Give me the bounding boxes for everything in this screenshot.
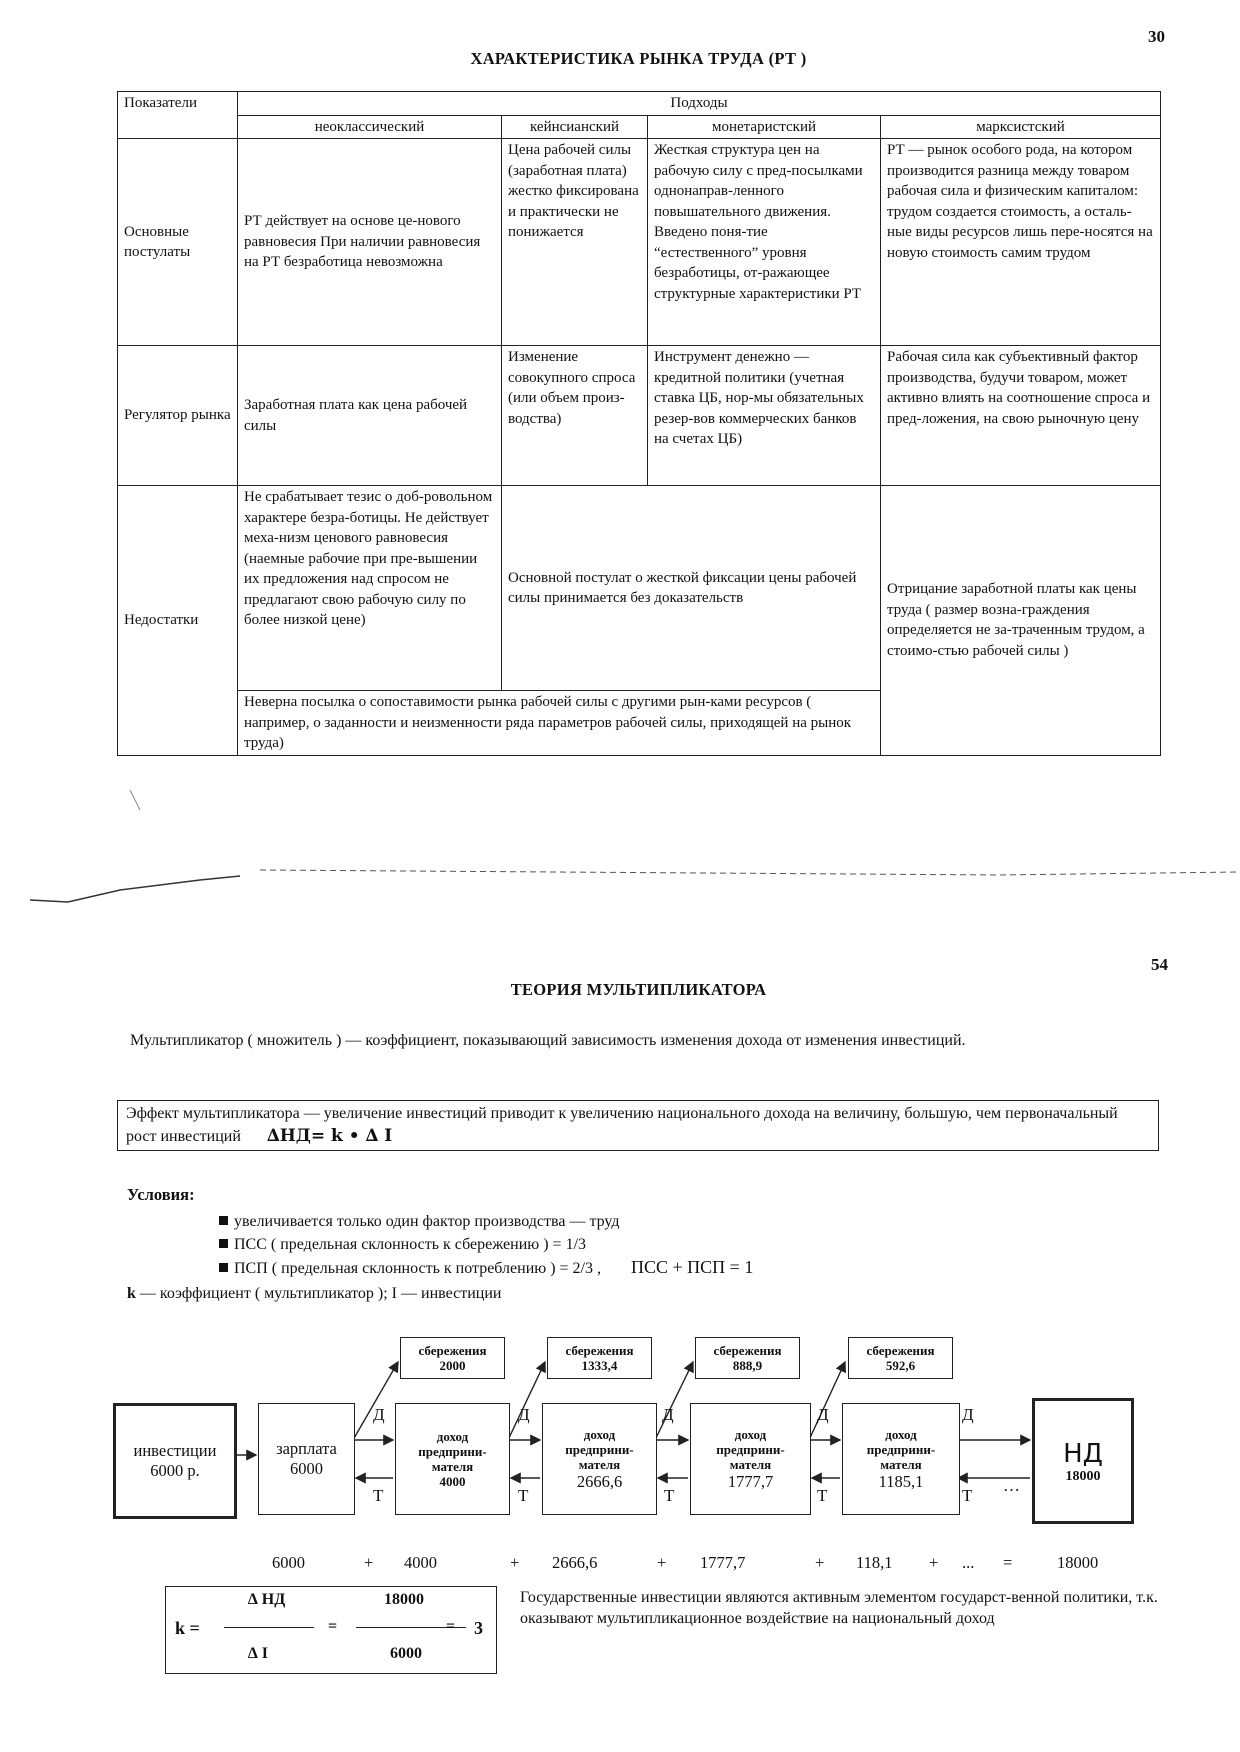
cell-postulates-keynesian: Цена рабочей силы (заработная плата) жестко фиксирована и практически не понижается — [502, 139, 648, 346]
sum-op: = — [1003, 1553, 1013, 1572]
arrow-label-t: Т — [518, 1486, 529, 1505]
savings-box-1: сбережения 2000 — [400, 1337, 505, 1379]
condition-item: ПСП ( предельная склонность к потреблению ) = 2/3 , ПСС + ПСП = 1 — [219, 1256, 753, 1280]
sum-term: 4000 — [404, 1553, 437, 1572]
row-label-regulator: Регулятор рынка — [118, 346, 238, 486]
sum-term: 1777,7 — [700, 1553, 746, 1572]
ellipsis: … — [1003, 1476, 1020, 1495]
k-formula-box — [165, 1586, 497, 1674]
k-formula-den-val: 6000 — [390, 1645, 422, 1662]
fraction-line — [224, 1627, 314, 1628]
cell-regulator-monetarist: Инструмент денежно — кредитной политики (учетная ставка ЦБ, нор-мы обязательных резер-вов коммерческих банков на счетах ЦБ) — [648, 346, 881, 486]
savings-box-4: сбережения 592,6 — [848, 1337, 953, 1379]
k-symbol: k — [127, 1285, 136, 1302]
cell-drawbacks-keynes-monetarist: Основной постулат о жесткой фиксации цены рабочей силы принимается без доказательств — [502, 486, 881, 691]
sum-term: 6000 — [272, 1553, 305, 1572]
header-approaches: Подходы — [238, 92, 1161, 116]
condition-item: увеличивается только один фактор производства — труд — [219, 1210, 753, 1233]
k-formula-result: 3 — [474, 1618, 483, 1638]
investments-box: инвестиции 6000 р. — [113, 1403, 237, 1519]
sum-op: + — [815, 1553, 825, 1572]
k-formula-k: k = — [175, 1618, 200, 1638]
arrow-label-d: Д — [817, 1405, 829, 1424]
header-keynesian: кейнсианский — [502, 115, 648, 139]
income-box-1: доход предприни-мателя 4000 — [395, 1403, 510, 1515]
income-box-3: доход предприни-мателя 1777,7 — [690, 1403, 811, 1515]
cell-drawbacks-neoclassical: Не срабатывает тезис о доб-ровольном характере безра-ботицы. Не действует меха-низм ценового равновесия (наемные рабочие при пре-вышении их предложения над спросом не предлагают свою рабочую силу по более низкой цене) — [238, 486, 502, 691]
arrow-label-d: Д — [373, 1405, 385, 1424]
k-formula-eq: = — [446, 1618, 456, 1635]
sum-total: 18000 — [1057, 1553, 1099, 1572]
page-number-bottom: 54 — [1151, 955, 1168, 974]
arrow-label-d: Д — [962, 1405, 974, 1424]
k-formula-eq: = — [328, 1618, 338, 1635]
header-neoclassical: неоклассический — [238, 115, 502, 139]
sum-op: + — [929, 1553, 939, 1572]
multiplier-effect-formula: ∆НД= k • ∆ I — [266, 1126, 393, 1146]
conditions-title: Условия: — [127, 1185, 195, 1204]
sum-term: 2666,6 — [552, 1553, 598, 1572]
cell-regulator-keynesian: Изменение совокупного спроса (или объем произ-водства) — [502, 346, 648, 486]
arrow-label-t: Т — [817, 1486, 828, 1505]
income-box-4: доход предприни-мателя 1185,1 — [842, 1403, 960, 1515]
page-title-top: ХАРАКТЕРИСТИКА РЫНКА ТРУДА (РТ ) — [470, 49, 807, 68]
k-formula-num-val: 18000 — [384, 1591, 424, 1608]
row-label-postulates: Основные постулаты — [118, 139, 238, 346]
arrow-label-t: Т — [664, 1486, 675, 1505]
national-income-box: НД 18000 — [1032, 1398, 1134, 1524]
savings-box-3: сбережения 888,9 — [695, 1337, 800, 1379]
page-title-bottom: ТЕОРИЯ МУЛЬТИПЛИКАТОРА — [510, 980, 767, 999]
header-marxist: марксистский — [881, 115, 1161, 139]
k-definition: k — коэффициент ( мультипликатор ); I — инвестиции — [127, 1285, 502, 1302]
header-indicators: Показатели — [118, 92, 238, 139]
sum-op: + — [510, 1553, 520, 1572]
k-formula-den-sym: ∆ I — [248, 1645, 269, 1662]
condition-equation: ПСС + ПСП = 1 — [631, 1257, 754, 1277]
cell-postulates-monetarist: Жесткая структура цен на рабочую силу с пред-посылками однонаправ-ленного повышательного движения. Введено поня-тие “естественного” уровня безработицы, от-ражающее структурные характеристики РТ — [648, 139, 881, 346]
cell-regulator-neoclassical: Заработная плата как цена рабочей силы — [238, 346, 502, 486]
arrow-label-t: Т — [962, 1486, 973, 1505]
page-number-top: 30 — [1148, 27, 1165, 46]
row-label-drawbacks: Недостатки — [118, 486, 238, 756]
cell-drawbacks-common: Неверна посылка о сопоставимости рынка рабочей силы с другими рын-ками ресурсов ( например, о заданности и неизменности ряда параметров рабочей силы, приходящей на рынок труда) — [238, 691, 881, 756]
income-box-2: доход предприни-мателя 2666,6 — [542, 1403, 657, 1515]
arrow-label-d: Д — [518, 1405, 530, 1424]
savings-box-2: сбережения 1333,4 — [547, 1337, 652, 1379]
salary-box: зарплата 6000 — [258, 1403, 355, 1515]
sum-op: + — [657, 1553, 667, 1572]
multiplier-effect-text: Эффект мультипликатора — увеличение инвестиций приводит к увеличению национального дохода на величину, большую, чем первоначальный рост инвестиций — [126, 1105, 1118, 1145]
condition-item: ПСС ( предельная склонность к сбережению ) = 1/3 — [219, 1233, 753, 1256]
sum-op: + — [364, 1553, 374, 1572]
sum-term: ... — [962, 1553, 975, 1572]
arrow-label-t: Т — [373, 1486, 384, 1505]
cell-drawbacks-marxist: Отрицание заработной платы как цены труда ( размер возна-граждения определяется не за-траченным трудом, а стоимо-стью рабочей силы ) — [881, 486, 1161, 756]
cell-postulates-marxist: РТ — рынок особого рода, на котором производится разница между товаром рабочая сила и физическим капиталом: трудом создается стоимость, а осталь-ные виды ресурсов лишь пере-носятся на новую стоимость самим трудом — [881, 139, 1161, 346]
cell-postulates-neoclassical: РТ действует на основе це-нового равновесия При наличии равновесия на РТ безработица невозможна — [238, 139, 502, 346]
cell-regulator-marxist: Рабочая сила как субъективный фактор производства, будучи товаром, может активно влиять на соотношение спроса и пред-ложения, на свою рыночную цену — [881, 346, 1161, 486]
header-monetarist: монетаристский — [648, 115, 881, 139]
k-formula-num-sym: ∆ НД — [248, 1591, 286, 1608]
multiplier-definition: Мультипликатор ( множитель ) — коэффициент, показывающий зависимость изменения дохода от изменения инвестиций. — [130, 1032, 966, 1049]
state-investment-note: Государственные инвестиции являются активным элементом государст-венной политики, т.к. оказывают мультипликационное воздействие на национальный доход — [520, 1589, 1158, 1627]
arrow-label-d: Д — [662, 1405, 674, 1424]
sum-term: 118,1 — [856, 1553, 893, 1572]
